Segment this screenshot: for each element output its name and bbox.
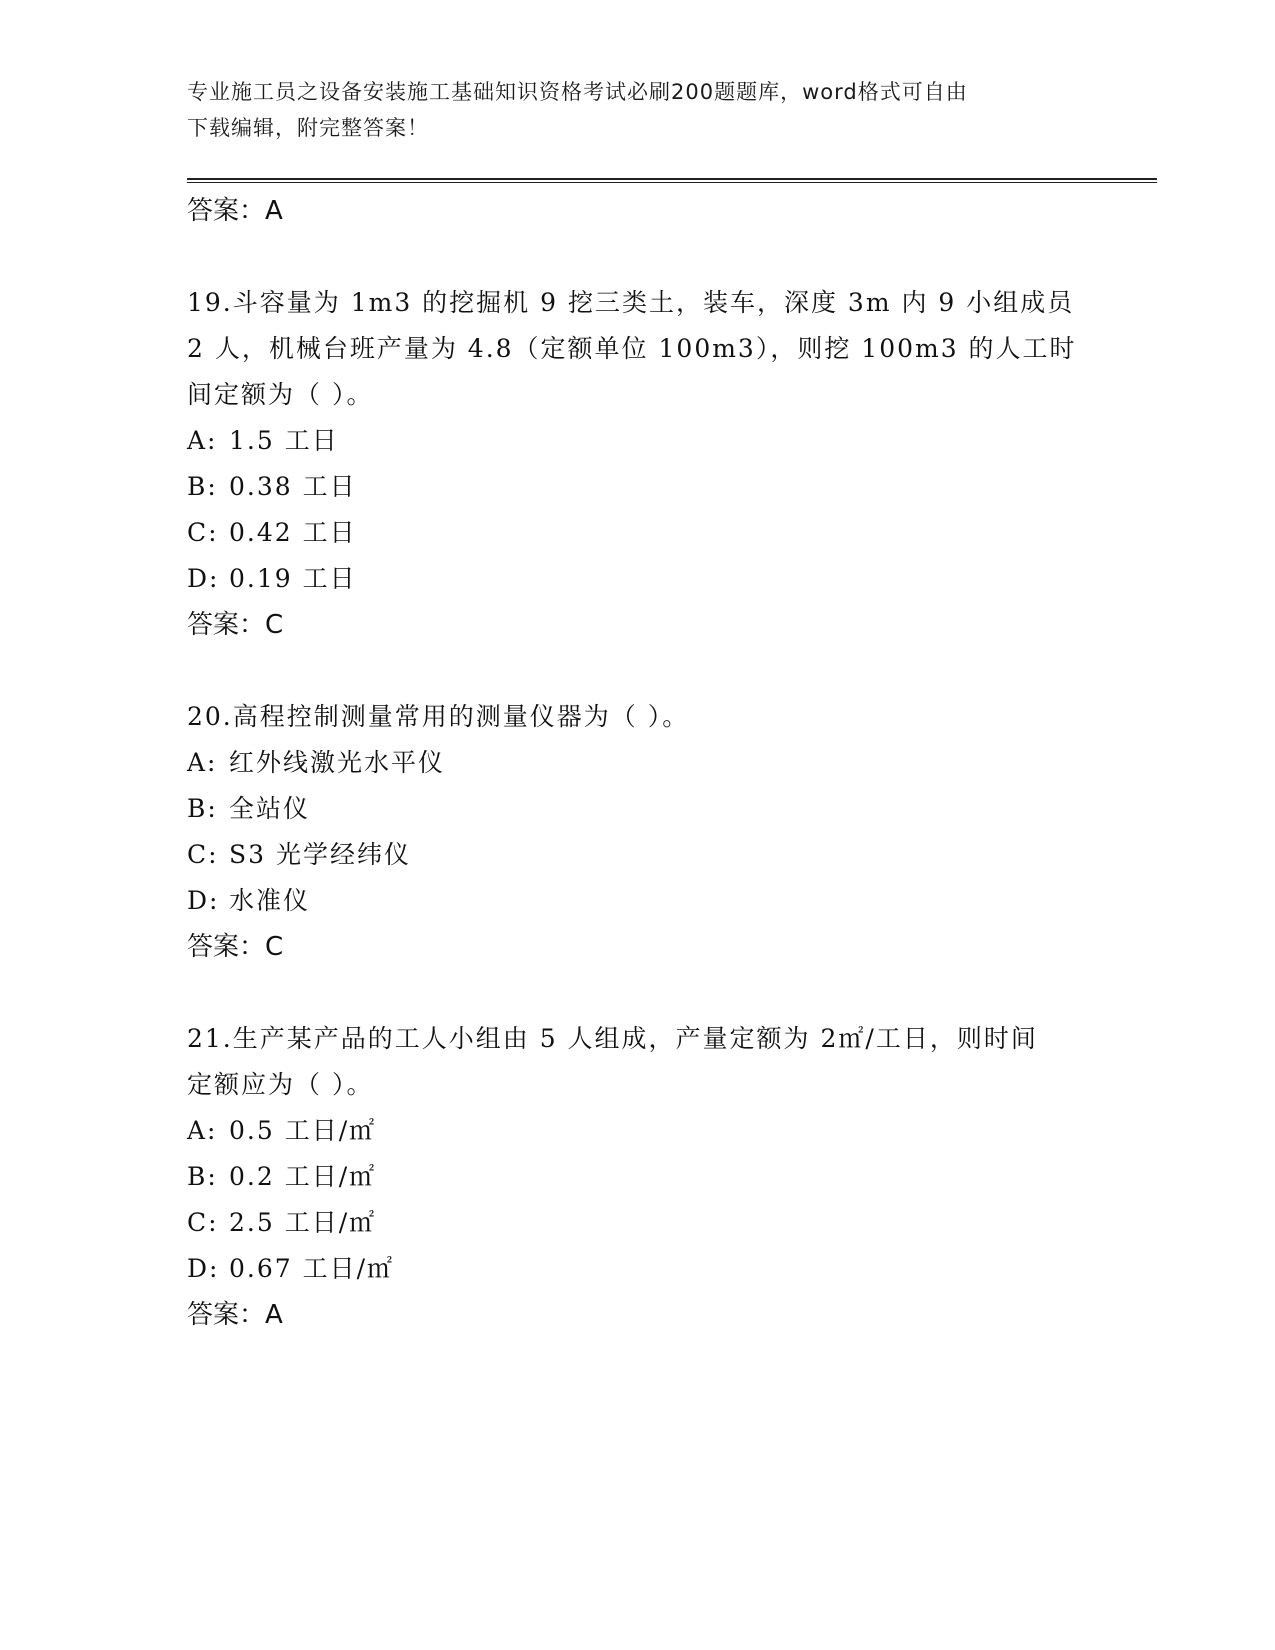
stem-line: 21.生产某产品的工人小组由 5 人组成，产量定额为 2㎡/工日，则时间: [187, 1024, 1038, 1053]
question-stem: [187, 1016, 1087, 1108]
stem-line: 间定额为（ ）。: [187, 380, 374, 409]
option-key: D:: [187, 1254, 220, 1283]
document-header: [187, 74, 1087, 146]
option-text: 2.5 工日/㎡: [229, 1208, 377, 1237]
option-c: [187, 1200, 1087, 1246]
option-b: [187, 1154, 1087, 1200]
spacer: [187, 648, 1087, 694]
option-key: C:: [187, 518, 219, 547]
header-line-2: 下载编辑，附完整答案！: [187, 116, 429, 140]
option-text: 0.19 工日: [229, 564, 357, 593]
option-key: B:: [187, 472, 218, 501]
option-text: 红外线激光水平仪: [229, 748, 446, 777]
option-text: 全站仪: [229, 794, 311, 823]
stem-line: 2 人，机械台班产量为 4.8（定额单位 100m3），则挖 100m3 的人工时: [187, 334, 1077, 363]
option-text: 水准仪: [229, 886, 311, 915]
option-c: [187, 510, 1087, 556]
answer-line: 答案：C: [187, 610, 284, 640]
answer-line: 答案：C: [187, 932, 284, 962]
option-c: [187, 832, 1087, 878]
option-key: A:: [187, 426, 218, 455]
spacer: [187, 234, 1087, 280]
option-b: [187, 464, 1087, 510]
header-line-1: 专业施工员之设备安装施工基础知识资格考试必刷200题题库，word格式可自由: [187, 80, 968, 104]
option-text: 0.5 工日/㎡: [229, 1116, 377, 1145]
option-key: C:: [187, 1208, 219, 1237]
stem-line: 19.斗容量为 1m3 的挖掘机 9 挖三类土，装车，深度 3m 内 9 小组成员: [187, 288, 1075, 317]
option-text: 1.5 工日: [229, 426, 339, 455]
option-d: [187, 1246, 1087, 1292]
option-key: D:: [187, 886, 220, 915]
option-text: 0.67 工日/㎡: [229, 1254, 395, 1283]
question-19: [187, 280, 1087, 648]
stem-line: 定额应为（ ）。: [187, 1070, 374, 1099]
option-a: [187, 1108, 1087, 1154]
spacer: [187, 970, 1087, 1016]
stem-line: 20.高程控制测量常用的测量仪器为（ ）。: [187, 702, 690, 731]
question-stem: [187, 280, 1087, 418]
option-key: D:: [187, 564, 220, 593]
option-key: A:: [187, 748, 218, 777]
answer-line: 答案：A: [187, 1300, 283, 1330]
option-a: [187, 418, 1087, 464]
option-text: 0.2 工日/㎡: [229, 1162, 377, 1191]
option-key: A:: [187, 1116, 218, 1145]
option-d: [187, 878, 1087, 924]
option-text: S3 光学经纬仪: [229, 840, 411, 869]
question-list: [187, 188, 1087, 1338]
option-text: 0.38 工日: [229, 472, 357, 501]
option-key: B:: [187, 1162, 218, 1191]
option-key: C:: [187, 840, 219, 869]
previous-answer: 答案：A: [187, 196, 283, 226]
option-a: [187, 740, 1087, 786]
option-d: [187, 556, 1087, 602]
header-divider: [187, 178, 1157, 183]
question-stem: [187, 694, 1087, 740]
question-20: [187, 694, 1087, 970]
option-key: B:: [187, 794, 218, 823]
option-text: 0.42 工日: [229, 518, 357, 547]
option-b: [187, 786, 1087, 832]
question-21: [187, 1016, 1087, 1338]
